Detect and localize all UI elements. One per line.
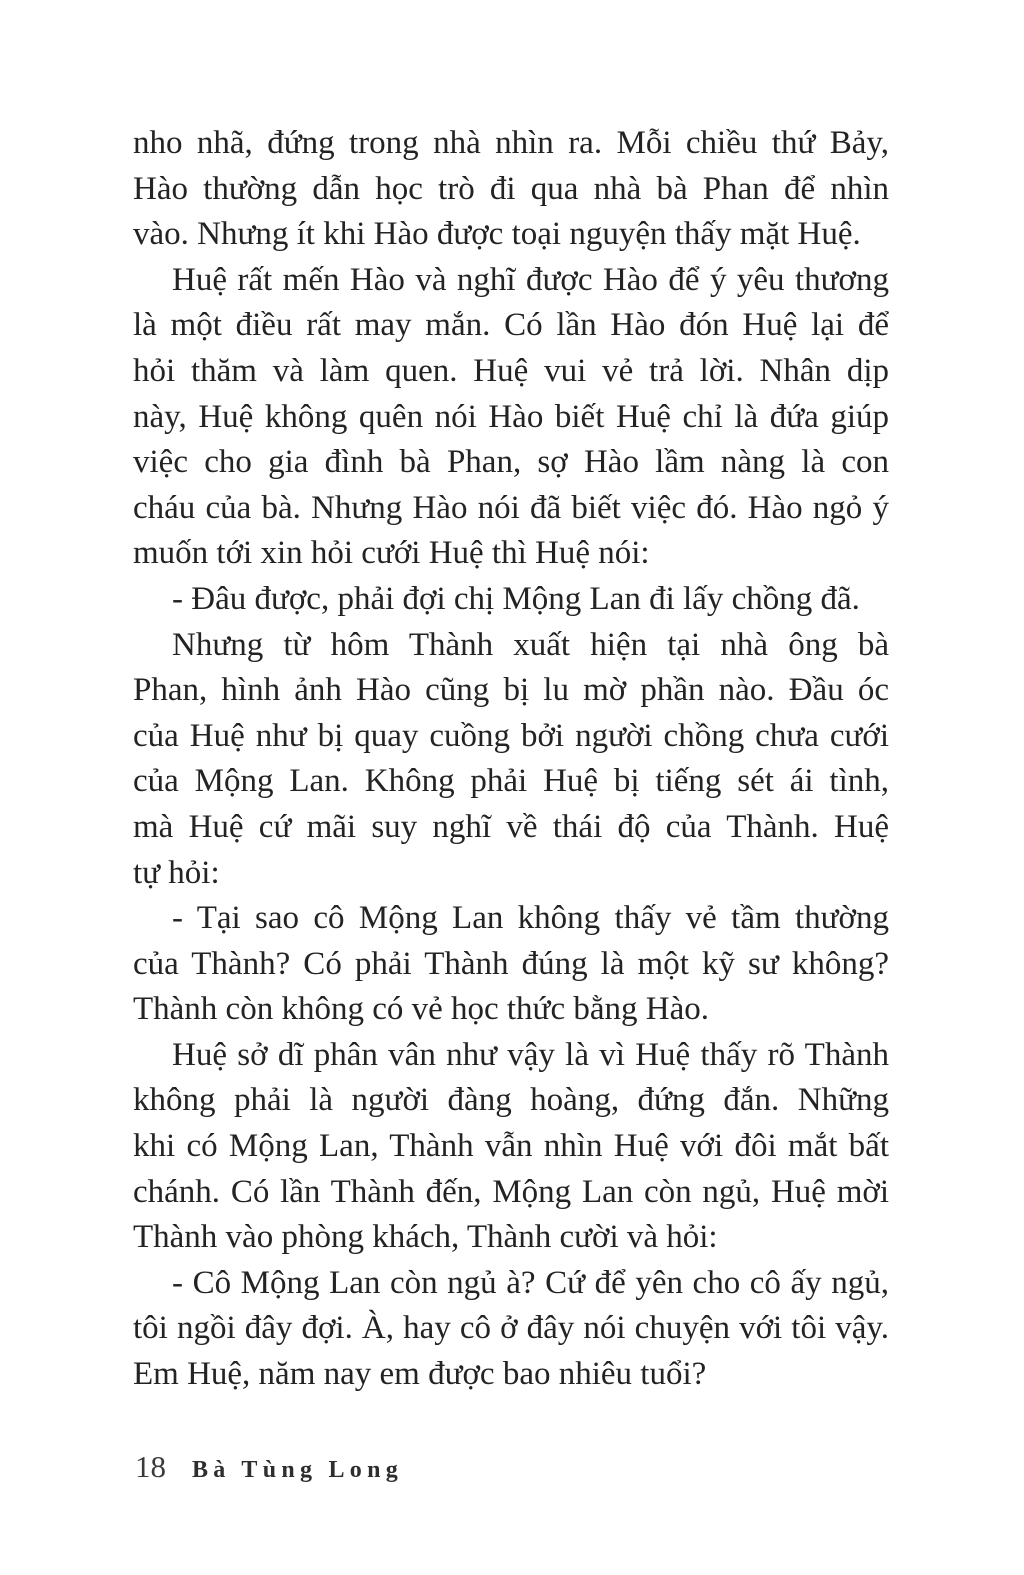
text-line xyxy=(133,759,889,805)
page-footer xyxy=(135,1449,403,1485)
text-line-content: nho nhã, đứng trong nhà nhìn ra. Mỗi chiều thứ Bảy, xyxy=(133,125,889,161)
text-line xyxy=(133,805,889,851)
text-line-content: vào. Nhưng ít khi Hào được toại nguyện thấy mặt Huệ. xyxy=(133,216,861,253)
text-line xyxy=(133,1215,889,1261)
text-line-content: mà Huệ cứ mãi suy nghĩ về thái độ của Thành. Huệ xyxy=(133,808,889,845)
text-line-content: Nhưng từ hôm Thành xuất hiện tại nhà ông bà xyxy=(172,626,889,663)
text-line-content: cháu của bà. Nhưng Hào nói đã biết việc đó. Hào ngỏ ý xyxy=(133,489,889,526)
text-line xyxy=(133,1033,889,1079)
text-line-content: của Huệ như bị quay cuồng bởi người chồng chưa cưới xyxy=(133,717,889,754)
text-line-content: việc cho gia đình bà Phan, sợ Hào lầm nàng là con xyxy=(133,444,889,481)
text-line xyxy=(133,987,889,1033)
text-line xyxy=(133,623,889,669)
text-line-content: này, Huệ không quên nói Hào biết Huệ chỉ là đứa giúp xyxy=(133,398,889,435)
text-line xyxy=(133,531,889,577)
text-line xyxy=(133,258,889,304)
text-line-content: khi có Mộng Lan, Thành vẫn nhìn Huệ với đôi mắt bất xyxy=(133,1128,889,1165)
text-line-content: của Mộng Lan. Không phải Huệ bị tiếng sét ái tình, xyxy=(133,763,889,800)
paragraph xyxy=(133,577,889,623)
paragraph xyxy=(133,1033,889,1261)
text-line-content: Huệ rất mến Hào và nghĩ được Hào để ý yêu thương xyxy=(172,261,889,298)
text-line xyxy=(133,121,889,167)
text-line xyxy=(133,303,889,349)
text-line xyxy=(133,1306,889,1352)
text-line-content: tự hỏi: xyxy=(133,854,220,891)
text-line-content: không phải là người đàng hoàng, đứng đắn. Những xyxy=(133,1082,889,1119)
text-line-content: Phan, hình ảnh Hào cũng bị lu mờ phần nào. Đầu óc xyxy=(133,672,889,709)
text-line-content: Thành còn không có vẻ học thức bằng Hào. xyxy=(133,991,709,1028)
text-line-content: Thành vào phòng khách, Thành cười và hỏi: xyxy=(133,1219,718,1256)
text-line xyxy=(133,1124,889,1170)
text-line xyxy=(133,440,889,486)
text-line-content: tôi ngồi đây đợi. À, hay cô ở đây nói chuyện với tôi vậy. xyxy=(133,1310,889,1347)
text-line-content: Huệ sở dĩ phân vân như vậy là vì Huệ thấy rõ Thành xyxy=(172,1036,889,1073)
running-title: Bà Tùng Long xyxy=(192,1457,403,1483)
text-line xyxy=(133,349,889,395)
text-line xyxy=(133,1261,889,1307)
text-line xyxy=(133,577,889,623)
text-line-content: của Thành? Có phải Thành đúng là một kỹ sư không? xyxy=(133,945,889,982)
text-line-content: - Tại sao cô Mộng Lan không thấy vẻ tầm thường xyxy=(172,900,889,937)
text-line xyxy=(133,1170,889,1216)
text-line xyxy=(133,212,889,258)
text-line-content: Em Huệ, năm nay em được bao nhiêu tuổi? xyxy=(133,1356,707,1393)
paragraph xyxy=(133,1261,889,1398)
text-line-content: muốn tới xin hỏi cưới Huệ thì Huệ nói: xyxy=(133,535,650,572)
text-line xyxy=(133,851,889,897)
text-line-content: là một điều rất may mắn. Có lần Hào đón Huệ lại để xyxy=(133,307,889,344)
text-line xyxy=(133,668,889,714)
text-line xyxy=(133,896,889,942)
paragraph xyxy=(133,623,889,897)
text-line xyxy=(133,167,889,213)
page-number: 18 xyxy=(135,1449,166,1484)
text-line xyxy=(133,395,889,441)
text-line xyxy=(133,1352,889,1398)
text-line-content: hỏi thăm và làm quen. Huệ vui vẻ trả lời. Nhân dịp xyxy=(133,352,889,389)
paragraph xyxy=(133,121,889,258)
text-line xyxy=(133,714,889,760)
text-line xyxy=(133,486,889,532)
text-line-content: - Cô Mộng Lan còn ngủ à? Cứ để yên cho cô ấy ngủ, xyxy=(172,1264,889,1301)
text-line-content: chánh. Có lần Thành đến, Mộng Lan còn ngủ, Huệ mời xyxy=(133,1173,889,1210)
text-line-content: - Đâu được, phải đợi chị Mộng Lan đi lấy chồng đã. xyxy=(172,580,860,617)
text-line xyxy=(133,1078,889,1124)
paragraph xyxy=(133,258,889,577)
paragraph xyxy=(133,896,889,1033)
page-text xyxy=(133,121,889,1398)
text-line-content: Hào thường dẫn học trò đi qua nhà bà Phan để nhìn xyxy=(133,170,889,207)
text-line xyxy=(133,942,889,988)
